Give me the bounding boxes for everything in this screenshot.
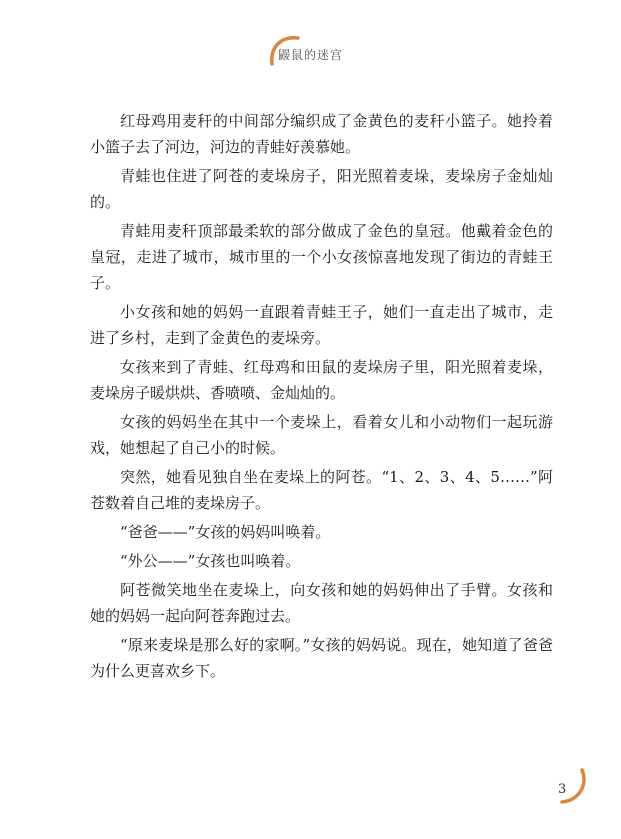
footer-arc-ornament [548,766,592,806]
paragraph: 青蛙也住进了阿苍的麦垛房子，阳光照着麦垛，麦垛房子金灿灿的。 [90,167,553,211]
page-header [0,24,621,72]
page-number: 3 [558,782,567,797]
paragraph: 红母鸡用麦秆的中间部分编织成了金黄色的麦秆小篮子。她拎着小篮子去了河边，河边的青蛙好羡慕她。 [90,112,553,156]
paragraph: 女孩的妈妈坐在其中一个麦垛上，看着女儿和小动物们一起玩游戏，她想起了自己小的时候。 [90,413,553,457]
paragraph: “爸爸——”女孩的妈妈叫唤着。 [120,523,331,541]
paragraph: 小女孩和她的妈妈一直跟着青蛙王子，她们一直走出了城市，走进了乡村，走到了金黄色的麦垛旁。 [90,303,553,347]
paragraph: “原来麦垛是那么好的家啊。”女孩的妈妈说。现在，她知道了爸爸为什么更喜欢乡下。 [90,636,553,680]
paragraph: 突然，她看见独自坐在麦垛上的阿苍。“1、2、3、4、5……”阿苍数着自己堆的麦垛房子。 [90,468,553,512]
paragraph: “外公——”女孩也叫唤着。 [120,552,301,570]
paragraph: 女孩来到了青蛙、红母鸡和田鼠的麦垛房子里，阳光照着麦垛，麦垛房子暖烘烘、香喷喷、金灿灿的。 [90,358,553,402]
story-text [90,108,553,687]
paragraph: 阿苍微笑地坐在麦垛上，向女孩和她的妈妈伸出了手臂。女孩和她的妈妈一起向阿苍奔跑过去。 [90,581,553,625]
book-title: 鼹鼠的迷宫 [277,48,343,62]
paragraph: 青蛙用麦秆顶部最柔软的部分做成了金色的皇冠。他戴着金色的皇冠，走进了城市，城市里的一个小女孩惊喜地发现了街边的青蛙王子。 [90,222,553,292]
